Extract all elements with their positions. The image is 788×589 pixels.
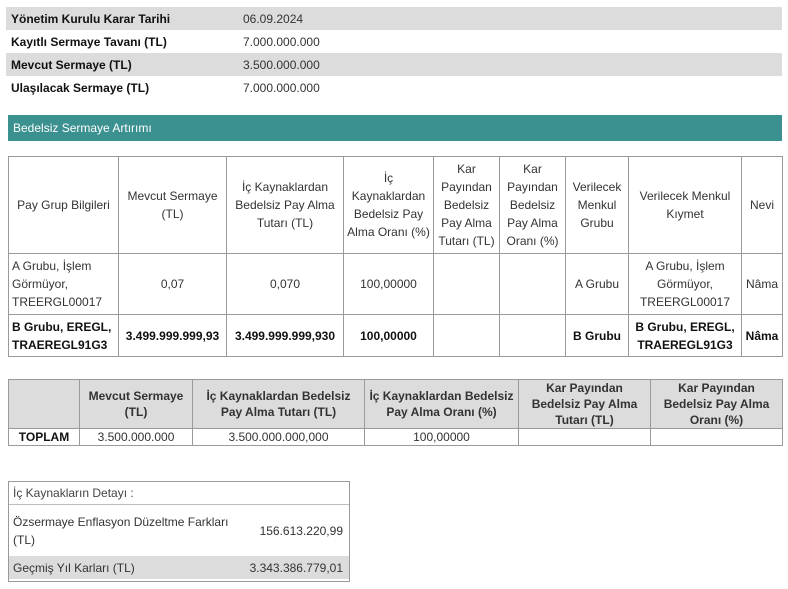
column-header: [9, 380, 80, 429]
column-header: Kar Payından Bedelsiz Pay Alma Oranı (%): [651, 380, 783, 429]
internal-sources-title: İç Kaynakların Detayı :: [9, 482, 349, 505]
info-row: [6, 53, 782, 76]
internal-source-row: [9, 556, 349, 579]
table-cell: B Grubu, EREGL, TRAEREGL91G3: [9, 315, 119, 357]
table-cell: A Grubu, İşlem Görmüyor, TREERGL00017: [9, 254, 119, 315]
internal-source-value: 156.613.220,99: [259, 523, 343, 538]
capital-info-table: [6, 7, 782, 99]
info-row: [6, 76, 782, 99]
info-value: 3.500.000.000: [238, 53, 782, 76]
total-label: TOPLAM: [9, 429, 80, 446]
info-value: 7.000.000.000: [243, 80, 320, 95]
info-key: Ulaşılacak Sermaye (TL): [11, 80, 150, 95]
info-value: 7.000.000.000: [243, 34, 320, 49]
table-cell: [519, 429, 651, 446]
table-cell: 3.500.000.000: [80, 429, 193, 446]
info-key: Mevcut Sermaye (TL): [6, 53, 238, 76]
column-header: Verilecek Menkul Grubu: [566, 157, 629, 254]
table-cell: 3.499.999.999,93: [119, 315, 227, 357]
table-cell: 3.499.999.999,930: [227, 315, 344, 357]
table-cell: [434, 254, 500, 315]
internal-source-value: 3.343.386.779,01: [249, 560, 343, 575]
table-cell: 100,00000: [365, 429, 519, 446]
table-header-row: [9, 380, 783, 429]
total-row: [9, 429, 783, 446]
table-cell: 0,07: [119, 254, 227, 315]
table-cell: 0,070: [227, 254, 344, 315]
table-cell: A Grubu, İşlem Görmüyor, TREERGL00017: [629, 254, 742, 315]
info-row: [6, 7, 782, 30]
table-cell: B Grubu: [566, 315, 629, 357]
internal-source-label: Özsermaye Enflasyon Düzeltme Farkları (TL): [13, 514, 229, 547]
column-header: Verilecek Menkul Kıymet: [629, 157, 742, 254]
column-header: Kar Payından Bedelsiz Pay Alma Tutarı (TL): [434, 157, 500, 254]
column-header: Pay Grup Bilgileri: [9, 157, 119, 254]
table-cell: [434, 315, 500, 357]
table-cell: Nâma: [742, 315, 783, 357]
internal-source-label: Geçmiş Yıl Karları (TL): [13, 560, 135, 575]
table-header-row: [9, 157, 783, 254]
table-cell: [500, 315, 566, 357]
share-group-table: [8, 156, 783, 357]
section-title: Bedelsiz Sermaye Artırımı: [8, 115, 782, 141]
column-header: İç Kaynaklardan Bedelsiz Pay Alma Oranı (%): [365, 380, 519, 429]
table-cell: 100,00000: [344, 315, 434, 357]
column-header: Nevi: [742, 157, 783, 254]
column-header: Kar Payından Bedelsiz Pay Alma Oranı (%): [500, 157, 566, 254]
table-cell: A Grubu: [566, 254, 629, 315]
table-row: [9, 254, 783, 315]
internal-sources-box: [8, 481, 350, 582]
table-row: [9, 315, 783, 357]
total-table: [8, 379, 783, 446]
table-cell: [651, 429, 783, 446]
column-header: Mevcut Sermaye (TL): [119, 157, 227, 254]
info-key: Yönetim Kurulu Karar Tarihi: [6, 7, 238, 30]
info-value: 06.09.2024: [238, 7, 782, 30]
column-header: Mevcut Sermaye (TL): [80, 380, 193, 429]
table-cell: B Grubu, EREGL, TRAEREGL91G3: [629, 315, 742, 357]
info-row: [6, 30, 782, 53]
internal-source-row: [9, 505, 349, 556]
column-header: Kar Payından Bedelsiz Pay Alma Tutarı (TL): [519, 380, 651, 429]
column-header: İç Kaynaklardan Bedelsiz Pay Alma Tutarı (TL): [227, 157, 344, 254]
table-cell: Nâma: [742, 254, 783, 315]
table-cell: 100,00000: [344, 254, 434, 315]
info-key: Kayıtlı Sermaye Tavanı (TL): [11, 34, 167, 49]
table-cell: 3.500.000.000,000: [193, 429, 365, 446]
table-cell: [500, 254, 566, 315]
column-header: İç Kaynaklardan Bedelsiz Pay Alma Tutarı (TL): [193, 380, 365, 429]
column-header: İç Kaynaklardan Bedelsiz Pay Alma Oranı (%): [344, 157, 434, 254]
